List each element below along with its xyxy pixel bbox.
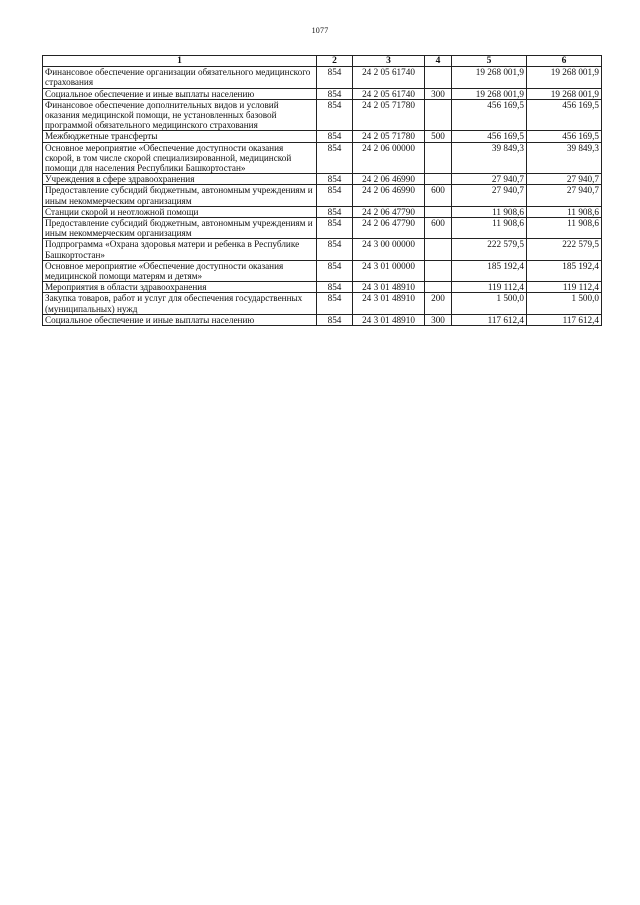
row-name-cell: Межбюджетные трансферты [43, 131, 317, 142]
row-amount-cell: 11 908,6 [452, 206, 527, 217]
row-type-cell [425, 67, 452, 88]
row-type-cell [425, 142, 452, 174]
row-target-cell: 24 2 05 61740 [353, 67, 425, 88]
row-code-cell: 854 [317, 185, 353, 206]
row-amount-cell: 27 940,7 [527, 174, 602, 185]
row-code-cell: 854 [317, 239, 353, 260]
column-header: 6 [527, 56, 602, 67]
budget-table [42, 55, 602, 326]
row-target-cell: 24 2 06 46990 [353, 174, 425, 185]
row-code-cell: 854 [317, 99, 353, 131]
column-header: 5 [452, 56, 527, 67]
table-row [43, 260, 602, 281]
row-amount-cell: 119 112,4 [452, 282, 527, 293]
row-code-cell: 854 [317, 88, 353, 99]
row-type-cell [425, 282, 452, 293]
row-code-cell: 854 [317, 142, 353, 174]
row-amount-cell: 456 169,5 [452, 99, 527, 131]
row-type-cell: 600 [425, 185, 452, 206]
row-code-cell: 854 [317, 206, 353, 217]
row-type-cell: 300 [425, 88, 452, 99]
row-amount-cell: 119 112,4 [527, 282, 602, 293]
row-type-cell [425, 239, 452, 260]
row-name-cell: Предоставление субсидий бюджетным, автономным учреждениям и иным некоммерческим организациям [43, 185, 317, 206]
column-header: 3 [353, 56, 425, 67]
row-code-cell: 854 [317, 174, 353, 185]
row-amount-cell: 19 268 001,9 [452, 67, 527, 88]
row-amount-cell: 27 940,7 [452, 185, 527, 206]
row-type-cell [425, 174, 452, 185]
row-name-cell: Финансовое обеспечение организации обязательного медицинского страхования [43, 67, 317, 88]
row-name-cell: Социальное обеспечение и иные выплаты населению [43, 88, 317, 99]
row-type-cell: 300 [425, 314, 452, 325]
row-name-cell: Учреждения в сфере здравоохранения [43, 174, 317, 185]
row-name-cell: Закупка товаров, работ и услуг для обеспечения государственных (муниципальных) нужд [43, 293, 317, 314]
row-amount-cell: 27 940,7 [452, 174, 527, 185]
row-target-cell: 24 2 06 00000 [353, 142, 425, 174]
row-target-cell: 24 3 01 00000 [353, 260, 425, 281]
row-name-cell: Основное мероприятие «Обеспечение доступности оказания скорой, в том числе скорой специализированной, медицинской помощи для населения Республики Башкортостан» [43, 142, 317, 174]
row-name-cell: Станции скорой и неотложной помощи [43, 206, 317, 217]
row-target-cell: 24 2 05 71780 [353, 99, 425, 131]
table-row [43, 218, 602, 239]
column-header: 1 [43, 56, 317, 67]
row-amount-cell: 456 169,5 [452, 131, 527, 142]
row-target-cell: 24 2 06 46990 [353, 185, 425, 206]
row-target-cell: 24 2 05 71780 [353, 131, 425, 142]
row-amount-cell: 19 268 001,9 [452, 88, 527, 99]
row-amount-cell: 1 500,0 [527, 293, 602, 314]
row-code-cell: 854 [317, 260, 353, 281]
row-amount-cell: 11 908,6 [527, 206, 602, 217]
row-amount-cell: 456 169,5 [527, 99, 602, 131]
column-header: 4 [425, 56, 452, 67]
row-name-cell: Подпрограмма «Охрана здоровья матери и ребенка в Республике Башкортостан» [43, 239, 317, 260]
column-header: 2 [317, 56, 353, 67]
row-amount-cell: 117 612,4 [527, 314, 602, 325]
row-amount-cell: 19 268 001,9 [527, 88, 602, 99]
row-target-cell: 24 2 06 47790 [353, 206, 425, 217]
table-row [43, 67, 602, 88]
row-code-cell: 854 [317, 67, 353, 88]
table-body [43, 67, 602, 326]
row-target-cell: 24 3 00 00000 [353, 239, 425, 260]
table-row [43, 282, 602, 293]
row-type-cell [425, 99, 452, 131]
row-name-cell: Социальное обеспечение и иные выплаты населению [43, 314, 317, 325]
row-amount-cell: 39 849,3 [452, 142, 527, 174]
table-row [43, 314, 602, 325]
row-amount-cell: 11 908,6 [452, 218, 527, 239]
table-row [43, 206, 602, 217]
row-type-cell: 500 [425, 131, 452, 142]
page-number: 1077 [311, 26, 329, 35]
row-amount-cell: 456 169,5 [527, 131, 602, 142]
table-row [43, 185, 602, 206]
table-row [43, 293, 602, 314]
row-amount-cell: 185 192,4 [527, 260, 602, 281]
row-amount-cell: 185 192,4 [452, 260, 527, 281]
row-amount-cell: 11 908,6 [527, 218, 602, 239]
row-name-cell: Финансовое обеспечение дополнительных видов и условий оказания медицинской помощи, не установленных базовой программой обязательного медицинского страхования [43, 99, 317, 131]
row-type-cell [425, 260, 452, 281]
table-row [43, 131, 602, 142]
row-code-cell: 854 [317, 293, 353, 314]
row-target-cell: 24 2 05 61740 [353, 88, 425, 99]
table-row [43, 174, 602, 185]
row-name-cell: Мероприятия в области здравоохранения [43, 282, 317, 293]
row-target-cell: 24 3 01 48910 [353, 314, 425, 325]
row-type-cell [425, 206, 452, 217]
row-name-cell: Предоставление субсидий бюджетным, автономным учреждениям и иным некоммерческим организациям [43, 218, 317, 239]
row-amount-cell: 222 579,5 [527, 239, 602, 260]
row-amount-cell: 19 268 001,9 [527, 67, 602, 88]
table-row [43, 88, 602, 99]
row-type-cell: 200 [425, 293, 452, 314]
table-row [43, 99, 602, 131]
row-type-cell: 600 [425, 218, 452, 239]
row-amount-cell: 222 579,5 [452, 239, 527, 260]
table-row [43, 239, 602, 260]
row-amount-cell: 1 500,0 [452, 293, 527, 314]
row-amount-cell: 39 849,3 [527, 142, 602, 174]
row-code-cell: 854 [317, 282, 353, 293]
row-target-cell: 24 3 01 48910 [353, 293, 425, 314]
row-amount-cell: 27 940,7 [527, 185, 602, 206]
row-name-cell: Основное мероприятие «Обеспечение доступности оказания медицинской помощи матерям и детям» [43, 260, 317, 281]
table-row [43, 142, 602, 174]
table-header-row [43, 56, 602, 67]
row-target-cell: 24 2 06 47790 [353, 218, 425, 239]
row-code-cell: 854 [317, 131, 353, 142]
row-target-cell: 24 3 01 48910 [353, 282, 425, 293]
row-code-cell: 854 [317, 218, 353, 239]
row-code-cell: 854 [317, 314, 353, 325]
row-amount-cell: 117 612,4 [452, 314, 527, 325]
